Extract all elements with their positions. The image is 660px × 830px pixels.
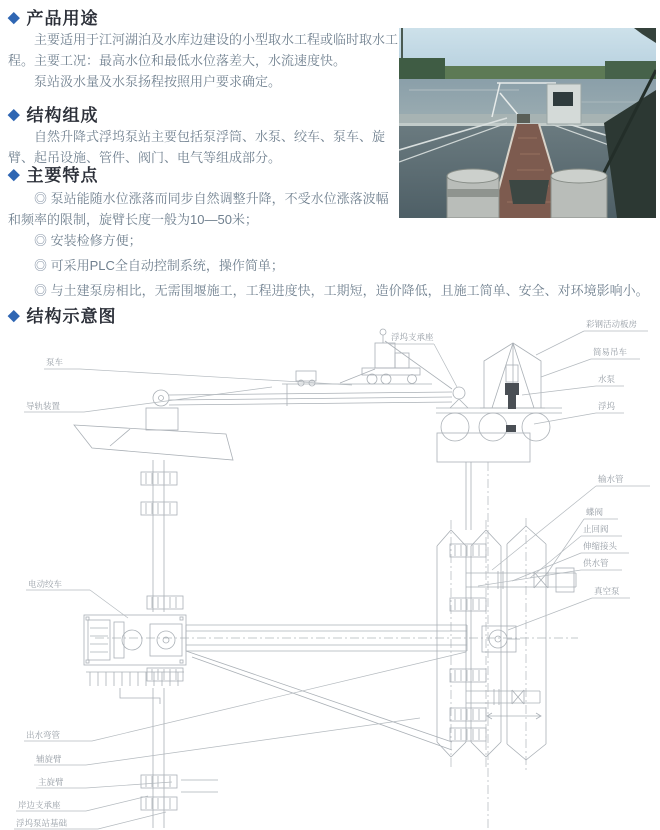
diamond-icon: ◆ bbox=[8, 105, 20, 123]
feature-text: 安装检修方便； bbox=[50, 233, 142, 248]
svg-text:简易吊车: 简易吊车 bbox=[593, 347, 628, 357]
ring-bullet-icon: ◎ bbox=[34, 191, 48, 206]
pipe-row-drawing bbox=[466, 568, 576, 592]
label-supply-pipe bbox=[478, 558, 622, 586]
label-water-pump bbox=[522, 374, 624, 395]
label-panel-house bbox=[536, 319, 648, 355]
diamond-icon: ◆ bbox=[8, 165, 20, 183]
ring-bullet-icon: ◎ bbox=[34, 283, 48, 298]
section-heading-structure bbox=[8, 101, 99, 126]
svg-text:伸缩接头: 伸缩接头 bbox=[583, 541, 618, 551]
label-electric-winch bbox=[26, 579, 128, 618]
svg-text:岸边支承座: 岸边支承座 bbox=[18, 800, 61, 810]
paragraph-use-2: 泵站汲水量及水泵扬程按照用户要求确定。 bbox=[34, 74, 282, 89]
floating-dock-drawing bbox=[436, 343, 562, 462]
svg-text:彩钢活动板房: 彩钢活动板房 bbox=[586, 319, 638, 329]
label-shore-support bbox=[16, 796, 148, 811]
plan-view-diagram bbox=[0, 460, 660, 830]
svg-text:供水管: 供水管 bbox=[583, 558, 609, 568]
pump-drawing bbox=[505, 365, 519, 432]
ring-bullet-icon: ◎ bbox=[34, 233, 48, 248]
aux-arm-drawing bbox=[181, 651, 452, 792]
shore-structure bbox=[74, 384, 432, 460]
svg-text:浮坞: 浮坞 bbox=[598, 401, 616, 411]
feature-text: 可采用PLC全自动控制系统，操作简单； bbox=[50, 258, 284, 273]
label-station-foundation bbox=[14, 812, 166, 829]
section-heading-product-use bbox=[8, 4, 99, 29]
svg-text:主旋臂: 主旋臂 bbox=[38, 777, 64, 787]
ring-bullet-icon: ◎ bbox=[34, 258, 48, 273]
feature-item bbox=[8, 230, 428, 251]
electric-winch-drawing bbox=[84, 615, 186, 704]
svg-text:导轨装置: 导轨装置 bbox=[26, 401, 61, 411]
label-floating-dock bbox=[534, 401, 624, 424]
feature-text: 与土建泵房相比，无需围堰施工，工程进度快，工期短，造价降低，且施工简单、安全、对环境影响小。 bbox=[50, 283, 649, 298]
svg-text:泵车: 泵车 bbox=[46, 357, 64, 367]
plan-view-labels bbox=[14, 474, 650, 829]
diamond-icon: ◆ bbox=[8, 8, 20, 26]
label-delivery-pipe bbox=[492, 474, 650, 570]
svg-text:水泵: 水泵 bbox=[598, 374, 616, 384]
heading-text: 结构示意图 bbox=[26, 307, 117, 326]
svg-text:真空泵: 真空泵 bbox=[594, 586, 620, 596]
svg-text:输水管: 输水管 bbox=[598, 474, 624, 484]
svg-text:出水弯管: 出水弯管 bbox=[26, 730, 61, 740]
svg-text:止回阀: 止回阀 bbox=[583, 524, 609, 534]
paragraph-structure: 自然升降式浮坞泵站主要包括泵浮筒、水泵、绞车、泵车、旋臂、起吊设施、管件、阀门、电气等组成部分。 bbox=[8, 129, 386, 165]
feature-item bbox=[8, 255, 468, 276]
heading-text: 产品用途 bbox=[26, 9, 99, 28]
svg-text:蝶阀: 蝶阀 bbox=[586, 507, 604, 517]
side-view-diagram bbox=[0, 313, 660, 463]
feature-item bbox=[8, 188, 400, 230]
pivot-joint bbox=[153, 390, 169, 406]
svg-text:电动绞车: 电动绞车 bbox=[28, 579, 63, 589]
label-simple-crane bbox=[541, 347, 640, 377]
svg-text:浮坞支承座: 浮坞支承座 bbox=[391, 332, 434, 342]
paragraph-use-1: 主要适用于江河湖泊及水库边建设的小型取水工程或临时取水工程。主要工况：最高水位和最低水位落差大，水流速度快。 bbox=[8, 32, 399, 68]
heading-text: 主要特点 bbox=[26, 166, 99, 185]
label-aux-arm bbox=[34, 718, 420, 765]
section-heading-features bbox=[8, 161, 99, 186]
svg-text:浮坞泵站基础: 浮坞泵站基础 bbox=[16, 818, 68, 828]
lower-pipe-drawing bbox=[466, 689, 541, 719]
feature-item bbox=[8, 280, 658, 301]
feature-text: 泵站能随水位涨落而同步自然调整升降，不受水位涨落波幅和频率的限制，旋臂长度一般为10—50米； bbox=[8, 191, 389, 227]
label-dock-support bbox=[389, 332, 457, 387]
diamond-icon: ◆ bbox=[8, 306, 20, 324]
pump-station-photo bbox=[399, 28, 656, 218]
label-expansion-joint bbox=[512, 541, 629, 581]
svg-text:辅旋臂: 辅旋臂 bbox=[36, 754, 62, 764]
heading-text: 结构组成 bbox=[26, 106, 99, 125]
